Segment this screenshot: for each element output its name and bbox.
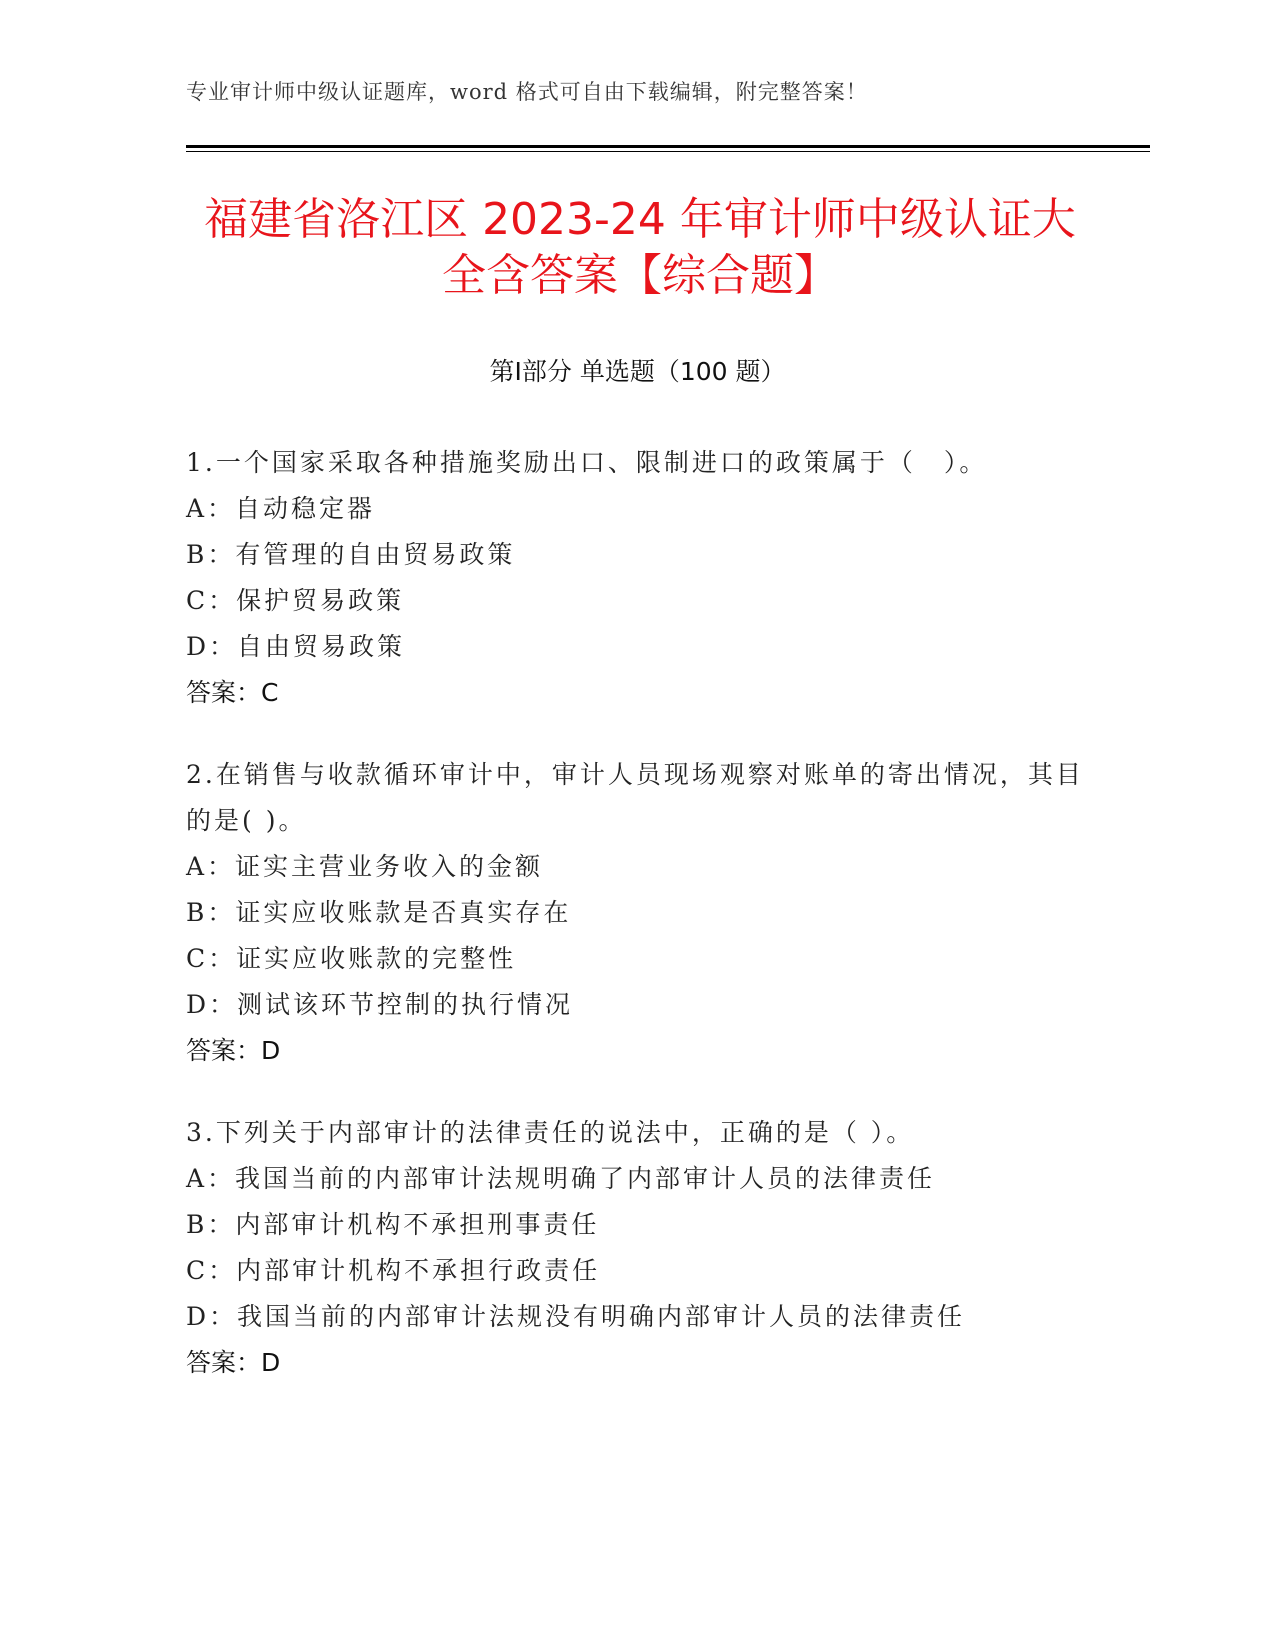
option-d: D：测试该环节控制的执行情况: [186, 990, 574, 1019]
question-3: [186, 1110, 1086, 1386]
option-b: B：有管理的自由贸易政策: [186, 540, 516, 569]
answer: 答案：D: [186, 1036, 281, 1065]
question-stem: 1.一个国家采取各种措施奖励出口、限制进口的政策属于（ ）。: [186, 448, 988, 477]
question-stem: 2.在销售与收款循环审计中，审计人员现场观察对账单的寄出情况，其目的是( )。: [186, 760, 1084, 835]
answer: 答案：C: [186, 678, 279, 707]
question-2: [186, 752, 1086, 1074]
option-c: C：保护贸易政策: [186, 586, 405, 615]
option-c: C：内部审计机构不承担行政责任: [186, 1256, 601, 1285]
section-title: 第Ⅰ部分 单选题（100 题）: [489, 357, 786, 386]
option-b: B：内部审计机构不承担刑事责任: [186, 1210, 600, 1239]
document-title-line2: 全含答案【综合题】: [442, 250, 838, 301]
option-d: D：自由贸易政策: [186, 632, 406, 661]
option-d: D：我国当前的内部审计法规没有明确内部审计人员的法律责任: [186, 1302, 966, 1331]
answer: 答案：D: [186, 1348, 281, 1377]
option-a: A：证实主营业务收入的金额: [186, 852, 544, 881]
header-rule-thick: [186, 145, 1150, 148]
option-c: C：证实应收账款的完整性: [186, 944, 517, 973]
question-1: [186, 440, 1086, 716]
option-b: B：证实应收账款是否真实存在: [186, 898, 572, 927]
option-a: A：自动稳定器: [186, 494, 376, 523]
question-stem: 3.下列关于内部审计的法律责任的说法中，正确的是（ ）。: [186, 1118, 915, 1147]
header-note: 专业审计师中级认证题库，word 格式可自由下载编辑，附完整答案！: [186, 80, 868, 104]
option-a: A：我国当前的内部审计法规明确了内部审计人员的法律责任: [186, 1164, 936, 1193]
header-rule-thin: [186, 151, 1150, 152]
document-title-line1: 福建省洛江区 2023-24 年审计师中级认证大: [204, 194, 1076, 245]
document-title: [160, 192, 1120, 304]
